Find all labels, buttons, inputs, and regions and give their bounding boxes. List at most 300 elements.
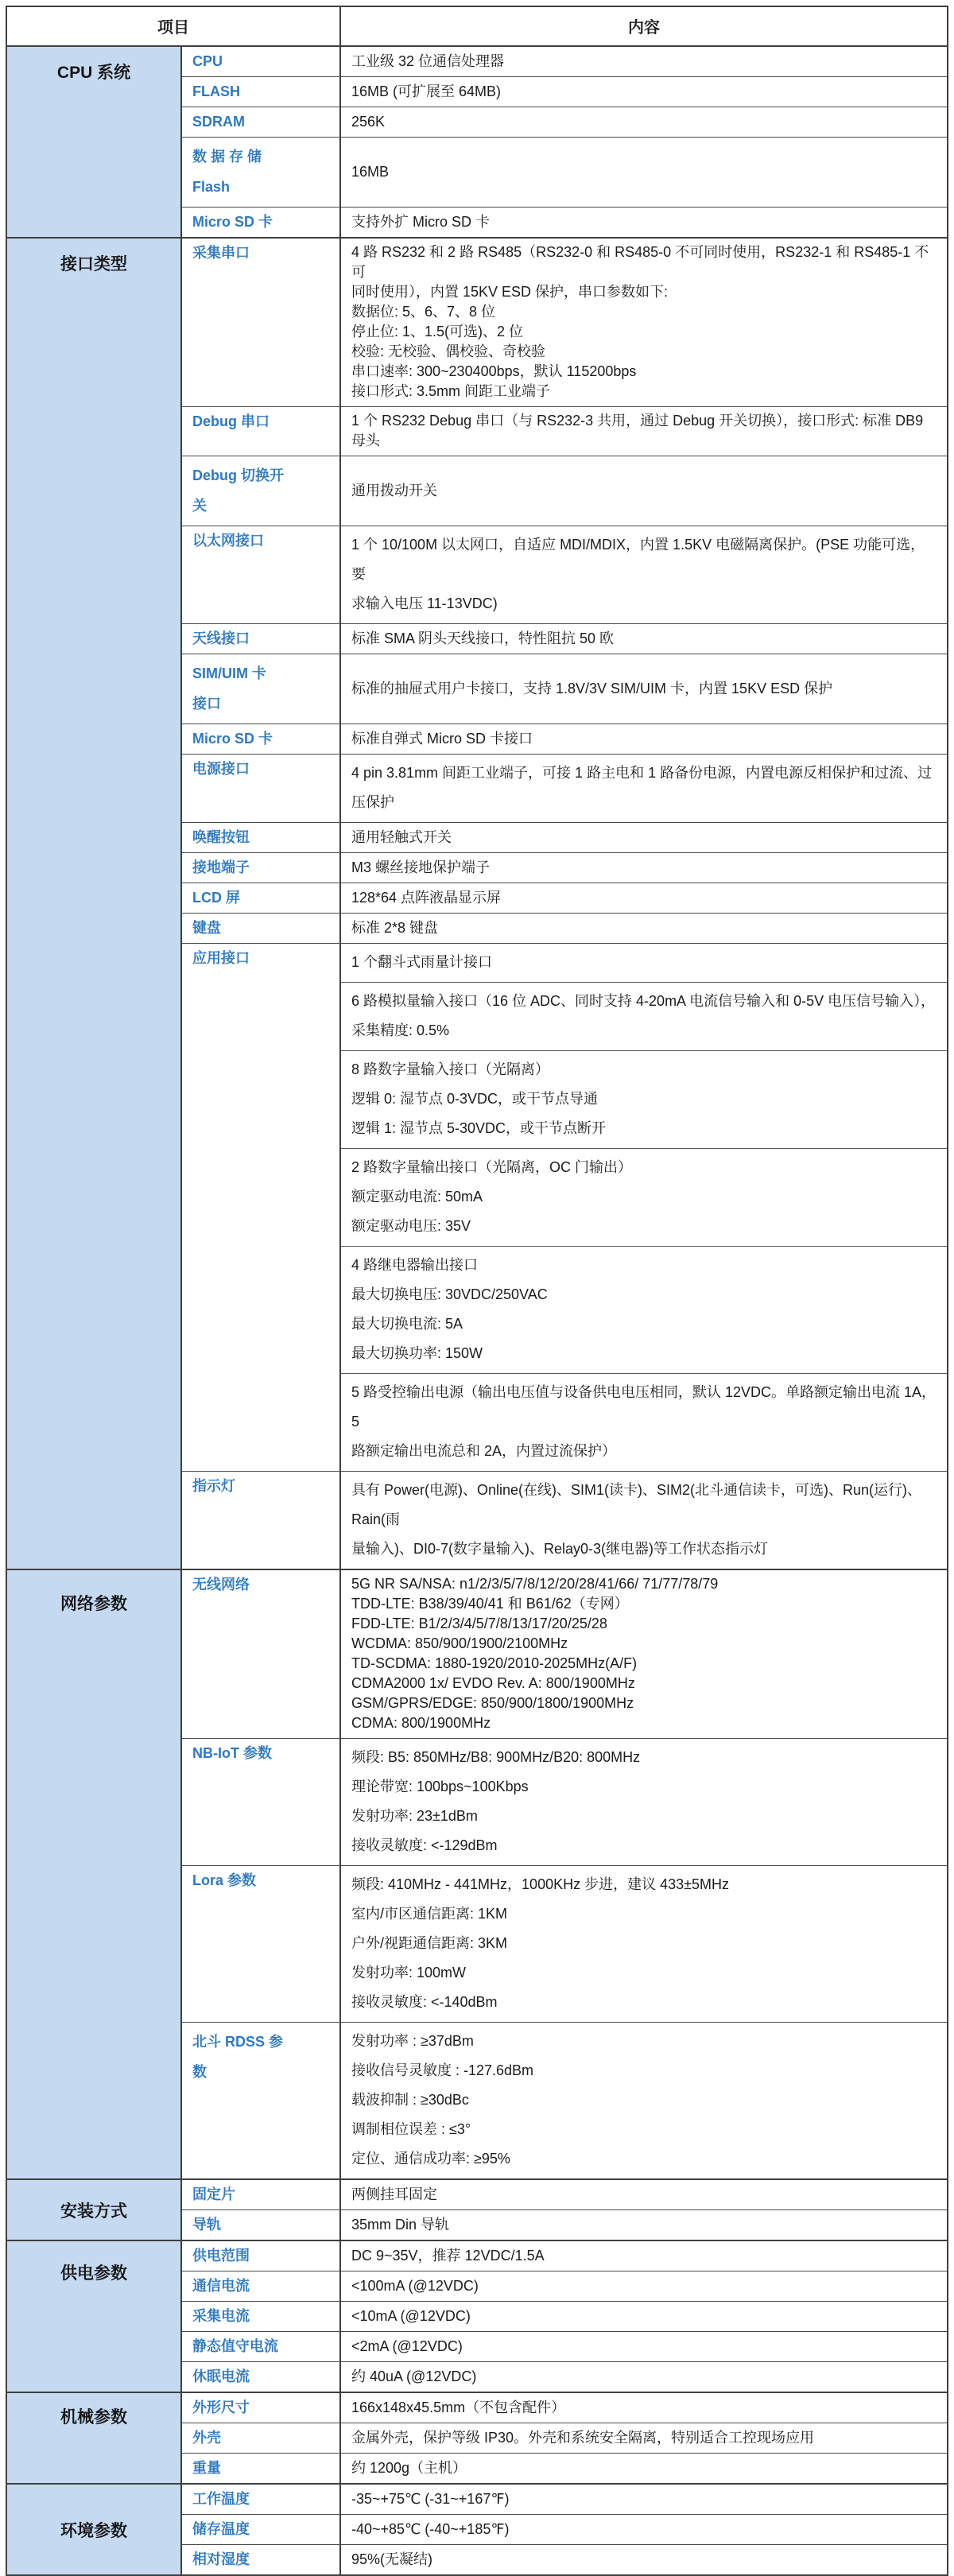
content-block <box>341 77 947 107</box>
item-label-line: NB-IoT 参数 <box>192 1745 272 1761</box>
content-line: 路额定输出电流总和 2A，内置过流保护） <box>351 1443 617 1459</box>
item-label-line: Micro SD 卡 <box>192 731 273 747</box>
item-label-line: 数 据 存 储 <box>192 149 262 165</box>
content-line: 理论带宽: 100bps~100Kbps <box>351 1779 529 1794</box>
item-label-line: SDRAM <box>192 114 245 130</box>
header-content-col: 内容 <box>628 19 660 37</box>
category-cell <box>7 239 182 1569</box>
spec-content-cell <box>341 2454 947 2483</box>
content-line: 标准的抽屉式用户卡接口，支持 1.8V/3V SIM/UIM 卡，内置 15KV ESD 保护 <box>351 681 833 696</box>
item-label-line: 指示灯 <box>192 1478 235 1494</box>
spec-content-cell <box>341 208 947 237</box>
spec-item-label <box>182 654 341 724</box>
content-block <box>341 47 947 76</box>
spec-row <box>182 852 947 883</box>
content-block <box>341 853 947 883</box>
content-line: 通用轻触式开关 <box>351 829 452 845</box>
content-line: 通用拨动开关 <box>351 483 437 499</box>
content-block <box>341 138 947 207</box>
spec-content-cell <box>341 2515 947 2544</box>
content-block <box>341 724 947 754</box>
content-line: 5G NR SA/NSA: n1/2/3/5/7/8/12/20/28/41/66/ 71/77/78/79 <box>351 1576 719 1592</box>
spec-item-label <box>182 914 341 943</box>
content-block <box>341 755 947 822</box>
content-line: 额定驱动电压: 35V <box>351 1218 471 1234</box>
spec-item-label <box>182 853 341 883</box>
spec-content-cell <box>341 138 947 207</box>
spec-item-label <box>182 208 341 237</box>
spec-item-label <box>182 755 341 822</box>
item-label-line: 供电范围 <box>192 2248 250 2264</box>
content-line: 最大切换电压: 30VDC/250VAC <box>351 1286 548 1302</box>
spec-item-label <box>182 239 341 406</box>
content-line: 4 路 RS232 和 2 路 RS485（RS232-0 和 RS485-0 不可同时使用，RS232-1 和 RS485-1 不可 <box>351 244 929 280</box>
spec-row <box>182 107 947 137</box>
content-block <box>341 2302 947 2331</box>
spec-row <box>182 2423 947 2453</box>
spec-content-cell <box>341 724 947 754</box>
content-block <box>341 1373 947 1471</box>
content-line: 频段: 410MHz - 441MHz，1000KHz 步进，建议 433±5MHz <box>351 1876 730 1892</box>
content-line: 16MB (可扩展至 64MB) <box>351 83 502 99</box>
content-line: 接收信号灵敏度 : -127.6dBm <box>351 2062 534 2078</box>
spec-row <box>182 1865 947 2022</box>
item-label-line: 无线网络 <box>192 1577 250 1593</box>
content-line: 金属外壳，保护等级 IP30。外壳和系统安全隔离，特别适合工控现场应用 <box>351 2430 815 2446</box>
spec-item-label <box>182 883 341 913</box>
content-line: 5 路受控输出电源（输出电压值与设备供电电压相同，默认 12VDC。单路额定输出电流 1A，5 <box>351 1384 937 1430</box>
content-line: 接收灵敏度: <-129dBm <box>351 1837 498 1853</box>
spec-row <box>182 406 947 456</box>
content-line: 6 路模拟量输入接口（16 位 ADC、同时支持 4-20mA 电流信号输入和 0-5V 电压信号输入）， <box>351 993 936 1009</box>
category-label: 机械参数 <box>60 2408 127 2427</box>
content-block <box>341 2545 947 2574</box>
spec-item-label <box>182 2362 341 2392</box>
content-line: 256K <box>351 114 386 130</box>
content-line: 166x148x45.5mm（不包含配件） <box>351 2399 566 2415</box>
content-block <box>341 624 947 654</box>
item-label-line: 北斗 RDSS 参 <box>192 2034 284 2050</box>
content-line: 128*64 点阵液晶显示屏 <box>351 890 502 906</box>
spec-item-label <box>182 2423 341 2453</box>
content-block <box>341 2271 947 2301</box>
spec-row <box>182 2271 947 2301</box>
content-block <box>341 1866 947 2022</box>
content-line: -40~+85℃ (-40~+185℉) <box>351 2521 510 2537</box>
item-label-line: 唤醒按钮 <box>192 829 250 845</box>
category-label: 供电参数 <box>60 2264 127 2283</box>
spec-row <box>182 2393 947 2423</box>
spec-content-cell <box>341 2423 947 2453</box>
spec-item-label <box>182 1866 341 2022</box>
content-line: 1 个翻斗式雨量计接口 <box>351 954 493 970</box>
spec-row <box>182 137 947 207</box>
content-line: <100mA (@12VDC) <box>351 2278 479 2294</box>
content-line: 发射功率: 100mW <box>351 1965 467 1980</box>
content-line: 标准自弹式 Micro SD 卡接口 <box>351 731 533 747</box>
spec-content-cell <box>341 2180 947 2209</box>
content-line: 调制相位误差 : ≤3° <box>351 2121 471 2137</box>
spec-section <box>7 1569 947 2178</box>
item-label-line: 接地端子 <box>192 859 250 875</box>
spec-item-label <box>182 1739 341 1865</box>
content-line: CDMA: 800/1900MHz <box>351 1715 491 1731</box>
content-block <box>341 407 947 456</box>
spec-item-label <box>182 624 341 654</box>
item-label-line: Debug 串口 <box>192 413 270 429</box>
section-rows <box>182 2485 947 2574</box>
spec-content-cell <box>341 914 947 943</box>
content-block <box>341 1050 947 1148</box>
content-line: 定位、通信成功率: ≥95% <box>351 2151 510 2167</box>
spec-row <box>182 2361 947 2392</box>
spec-row <box>182 883 947 913</box>
content-block <box>341 883 947 913</box>
content-block <box>341 1148 947 1246</box>
content-line: 户外/视距通信距离: 3KM <box>351 1935 508 1951</box>
item-label-line: 电源接口 <box>192 761 250 777</box>
content-line: -35~+75℃ (-31~+167℉) <box>351 2491 510 2507</box>
spec-content-cell <box>341 77 947 107</box>
content-line: TDD-LTE: B38/39/40/41 和 B61/62（专网） <box>351 1596 629 1612</box>
content-block <box>341 2485 947 2514</box>
spec-row <box>182 654 947 724</box>
content-line: 4 pin 3.81mm 间距工业端子，可接 1 路主电和 1 路备份电源，内置电源反相保护和过流、过 <box>351 765 933 781</box>
content-block <box>341 2210 947 2240</box>
category-label: 安装方式 <box>60 2202 127 2221</box>
category-label: 接口类型 <box>60 255 127 274</box>
spec-content-cell <box>341 47 947 76</box>
spec-item-label <box>182 2454 341 2483</box>
content-line: 母头 <box>351 433 380 448</box>
spec-row <box>182 1738 947 1865</box>
content-block <box>341 208 947 237</box>
spec-row <box>182 2485 947 2514</box>
spec-content-cell <box>341 755 947 822</box>
spec-item-label <box>182 456 341 526</box>
content-block <box>341 2515 947 2544</box>
content-block <box>341 2393 947 2423</box>
content-block <box>341 2180 947 2209</box>
spec-section <box>7 2392 947 2483</box>
content-line: 标准 SMA 阴头天线接口，特性阻抗 50 欧 <box>351 630 615 646</box>
content-block <box>341 2362 947 2392</box>
section-rows <box>182 47 947 237</box>
spec-content-cell <box>341 2302 947 2331</box>
item-label-line: Flash <box>192 179 231 195</box>
content-block <box>341 526 947 623</box>
item-label-line: 关 <box>192 498 207 514</box>
item-label-line: SIM/UIM 卡 <box>192 665 266 681</box>
content-block <box>341 914 947 943</box>
content-line: 压保护 <box>351 794 394 810</box>
content-line: DC 9~35V，推荐 12VDC/1.5A <box>351 2248 545 2264</box>
item-label-line: 重量 <box>192 2460 221 2476</box>
spec-item-label <box>182 2393 341 2423</box>
spec-item-label <box>182 526 341 623</box>
category-cell <box>7 1570 182 2178</box>
content-line: 2 路数字量输出接口（光隔离，OC 门输出） <box>351 1159 633 1175</box>
spec-item-label <box>182 47 341 76</box>
content-block <box>341 2332 947 2361</box>
spec-content-cell <box>341 2332 947 2361</box>
spec-row <box>182 47 947 76</box>
spec-row <box>182 2301 947 2331</box>
table-body <box>7 47 947 2574</box>
content-line: 逻辑 1: 湿节点 5-30VDC，或干节点断开 <box>351 1120 607 1136</box>
content-block <box>341 944 947 982</box>
content-line: M3 螺丝接地保护端子 <box>351 859 491 875</box>
spec-content-cell <box>341 2271 947 2301</box>
spec-content-cell <box>341 1472 947 1569</box>
spec-section <box>7 237 947 1569</box>
content-line: 8 路数字量输入接口（光隔离） <box>351 1061 550 1077</box>
spec-row <box>182 2331 947 2361</box>
content-line: CDMA2000 1x/ EVDO Rev. A: 800/1900MHz <box>351 1675 635 1691</box>
spec-content-cell <box>341 883 947 913</box>
content-block <box>341 982 947 1050</box>
spec-row <box>182 2241 947 2271</box>
item-label-line: 休眠电流 <box>192 2368 250 2384</box>
spec-item-label <box>182 2241 341 2271</box>
content-block <box>341 1739 947 1865</box>
item-label-line: 固定片 <box>192 2186 235 2202</box>
spec-section <box>7 2240 947 2392</box>
section-rows <box>182 2180 947 2240</box>
spec-section <box>7 2178 947 2240</box>
content-line: 采集精度: 0.5% <box>351 1022 450 1038</box>
content-line: 载波抑制 : ≥30dBc <box>351 2092 469 2108</box>
category-label: 网络参数 <box>60 1595 127 1613</box>
item-label-line: 采集串口 <box>192 245 250 261</box>
content-line: 最大切换电流: 5A <box>351 1316 463 1332</box>
spec-row <box>182 913 947 943</box>
content-line: 校验: 无校验、偶校验、奇校验 <box>351 343 546 359</box>
item-label-line: Lora 参数 <box>192 1872 257 1888</box>
content-line: WCDMA: 850/900/1900/2100MHz <box>351 1635 568 1651</box>
item-label-line: FLASH <box>192 83 240 99</box>
content-line: 接口形式: 3.5mm 间距工业端子 <box>351 383 551 399</box>
content-block <box>341 2023 947 2178</box>
spec-content-cell <box>341 2362 947 2392</box>
spec-row <box>182 207 947 237</box>
spec-item-label <box>182 2180 341 2209</box>
spec-row <box>182 754 947 822</box>
item-label-line: 导轨 <box>192 2217 221 2233</box>
spec-row <box>182 724 947 754</box>
spec-content-cell <box>341 2485 947 2514</box>
item-label-line: CPU <box>192 53 223 69</box>
category-cell <box>7 2485 182 2574</box>
content-line: 约 40uA (@12VDC) <box>351 2368 477 2384</box>
content-block <box>341 1246 947 1373</box>
spec-item-label <box>182 2545 341 2574</box>
content-line: 约 1200g（主机） <box>351 2460 467 2476</box>
spec-row <box>182 822 947 852</box>
spec-row <box>182 456 947 526</box>
spec-item-label <box>182 2271 341 2301</box>
content-line: 数据位: 5、6、7、8 位 <box>351 304 496 320</box>
spec-item-label <box>182 407 341 456</box>
spec-table <box>6 6 948 2576</box>
spec-item-label <box>182 77 341 107</box>
content-line: 量输入)、DI0-7(数字量输入)、Relay0-3(继电器)等工作状态指示灯 <box>351 1541 769 1557</box>
spec-item-label <box>182 2485 341 2514</box>
content-line: 求输入电压 11-13VDC) <box>351 596 498 611</box>
spec-row <box>182 2544 947 2574</box>
spec-row <box>182 1570 947 1738</box>
spec-content-cell <box>341 239 947 406</box>
content-line: 1 个 RS232 Debug 串口（与 RS232-3 共用，通过 Debug 开关切换），接口形式: 标准 DB9 <box>351 413 924 429</box>
content-line: 最大切换功率: 150W <box>351 1345 483 1361</box>
category-cell <box>7 2393 182 2483</box>
spec-content-cell <box>341 456 947 526</box>
spec-row <box>182 1471 947 1569</box>
content-line: 标准 2*8 键盘 <box>351 920 439 936</box>
content-line: 同时使用），内置 15KV ESD 保护，串口参数如下: <box>351 284 669 300</box>
content-block <box>341 107 947 137</box>
content-line: 16MB <box>351 164 390 180</box>
category-label: CPU 系统 <box>56 64 131 82</box>
content-line: 支持外扩 Micro SD 卡 <box>351 214 491 230</box>
spec-row <box>182 2180 947 2209</box>
content-line: 逻辑 0: 湿节点 0-3VDC，或干节点导通 <box>351 1091 599 1107</box>
spec-row <box>182 239 947 406</box>
spec-content-cell <box>341 2023 947 2178</box>
spec-content-cell <box>341 1570 947 1738</box>
spec-content-cell <box>341 2241 947 2271</box>
spec-row <box>182 2022 947 2178</box>
item-label-line: 储存温度 <box>192 2521 250 2537</box>
spec-item-label <box>182 2023 341 2178</box>
content-block <box>341 2423 947 2453</box>
content-line: 串口速率: 300~230400bps，默认 115200bps <box>351 363 637 379</box>
content-block <box>341 1472 947 1569</box>
category-cell <box>7 2241 182 2392</box>
spec-row <box>182 526 947 623</box>
item-label-line: LCD 屏 <box>192 890 240 906</box>
item-label-line: Debug 切换开 <box>192 467 284 483</box>
content-line: 发射功率 : ≥37dBm <box>351 2033 474 2049</box>
section-rows <box>182 239 947 1569</box>
item-label-line: 键盘 <box>192 920 221 936</box>
content-line: TD-SCDMA: 1880-1920/2010-2025MHz(A/F) <box>351 1655 638 1671</box>
content-line: 频段: B5: 850MHz/B8: 900MHz/B20: 800MHz <box>351 1749 641 1765</box>
spec-content-cell <box>341 624 947 654</box>
content-line: 两侧挂耳固定 <box>351 2186 437 2202</box>
content-line: GSM/GPRS/EDGE: 850/900/1800/1900MHz <box>351 1695 634 1711</box>
spec-item-label <box>182 823 341 852</box>
content-line: FDD-LTE: B1/2/3/4/5/7/8/13/17/20/25/28 <box>351 1616 607 1631</box>
spec-content-cell <box>341 526 947 623</box>
content-block <box>341 2454 947 2483</box>
section-rows <box>182 2393 947 2483</box>
spec-content-cell <box>341 823 947 852</box>
spec-content-cell <box>341 1739 947 1865</box>
spec-row <box>182 2514 947 2544</box>
content-line: 4 路继电器输出接口 <box>351 1257 479 1273</box>
content-line: 停止位: 1、1.5(可选)、2 位 <box>351 324 524 339</box>
spec-content-cell <box>341 2393 947 2423</box>
spec-content-cell <box>341 2210 947 2240</box>
category-label: 环境参数 <box>60 2521 127 2540</box>
item-label-line: 通信电流 <box>192 2278 250 2294</box>
content-line: 室内/市区通信距离: 1KM <box>351 1906 508 1922</box>
spec-item-label <box>182 724 341 754</box>
spec-item-label <box>182 2332 341 2361</box>
spec-content-cell <box>341 107 947 137</box>
content-block <box>341 1570 947 1738</box>
content-line: 1 个 10/100M 以太网口，自适应 MDI/MDIX，内置 1.5KV 电磁隔离保护。(PSE 功能可选，要 <box>351 537 925 582</box>
spec-content-cell <box>341 1866 947 2022</box>
spec-content-cell <box>341 654 947 724</box>
spec-item-label <box>182 1570 341 1738</box>
spec-content-cell <box>341 2545 947 2574</box>
category-cell <box>7 2180 182 2240</box>
content-line: 35mm Din 导轨 <box>351 2217 450 2233</box>
spec-content-cell <box>341 853 947 883</box>
table-header-row <box>7 7 947 47</box>
spec-row <box>182 2209 947 2240</box>
spec-row <box>182 943 947 1471</box>
spec-section <box>7 47 947 237</box>
item-label-line: 静态值守电流 <box>192 2338 278 2354</box>
spec-item-label <box>182 2302 341 2331</box>
content-block <box>341 654 947 724</box>
spec-item-label <box>182 944 341 1471</box>
spec-row <box>182 623 947 654</box>
content-block <box>341 239 947 406</box>
spec-item-label <box>182 138 341 207</box>
item-label-line: 工作温度 <box>192 2491 250 2507</box>
item-label-line: 外形尺寸 <box>192 2399 250 2415</box>
item-label-line: 采集电流 <box>192 2308 250 2324</box>
item-label-line: 接口 <box>192 696 221 712</box>
item-label-line: 应用接口 <box>192 950 250 966</box>
spec-row <box>182 2453 947 2483</box>
spec-content-cell <box>341 944 947 1471</box>
content-line: 发射功率: 23±1dBm <box>351 1808 478 1824</box>
spec-item-label <box>182 107 341 137</box>
item-label-line: Micro SD 卡 <box>192 214 273 230</box>
content-block <box>341 2241 947 2271</box>
spec-item-label <box>182 2210 341 2240</box>
item-label-line: 相对湿度 <box>192 2551 250 2567</box>
content-line: 工业级 32 位通信处理器 <box>351 53 505 69</box>
spec-item-label <box>182 2515 341 2544</box>
section-rows <box>182 1570 947 2178</box>
spec-section <box>7 2483 947 2574</box>
content-line: <2mA (@12VDC) <box>351 2338 463 2354</box>
content-block <box>341 823 947 852</box>
spec-item-label <box>182 1472 341 1569</box>
content-line: 95%(无凝结) <box>351 2551 433 2567</box>
section-rows <box>182 2241 947 2392</box>
item-label-line: 外壳 <box>192 2430 221 2446</box>
item-label-line: 天线接口 <box>192 630 250 646</box>
content-line: 接收灵敏度: <-140dBm <box>351 1994 498 2010</box>
content-line: 具有 Power(电源)、Online(在线)、SIM1(读卡)、SIM2(北斗通信读卡，可选)、Run(运行)、Rain(雨 <box>351 1482 922 1527</box>
item-label-line: 数 <box>192 2064 207 2080</box>
spec-row <box>182 76 947 107</box>
item-label-line: 以太网接口 <box>192 533 264 549</box>
content-block <box>341 456 947 526</box>
header-item-col: 项目 <box>7 7 341 45</box>
category-cell <box>7 47 182 237</box>
content-line: <10mA (@12VDC) <box>351 2308 471 2324</box>
spec-content-cell <box>341 407 947 456</box>
content-line: 额定驱动电流: 50mA <box>351 1189 483 1205</box>
